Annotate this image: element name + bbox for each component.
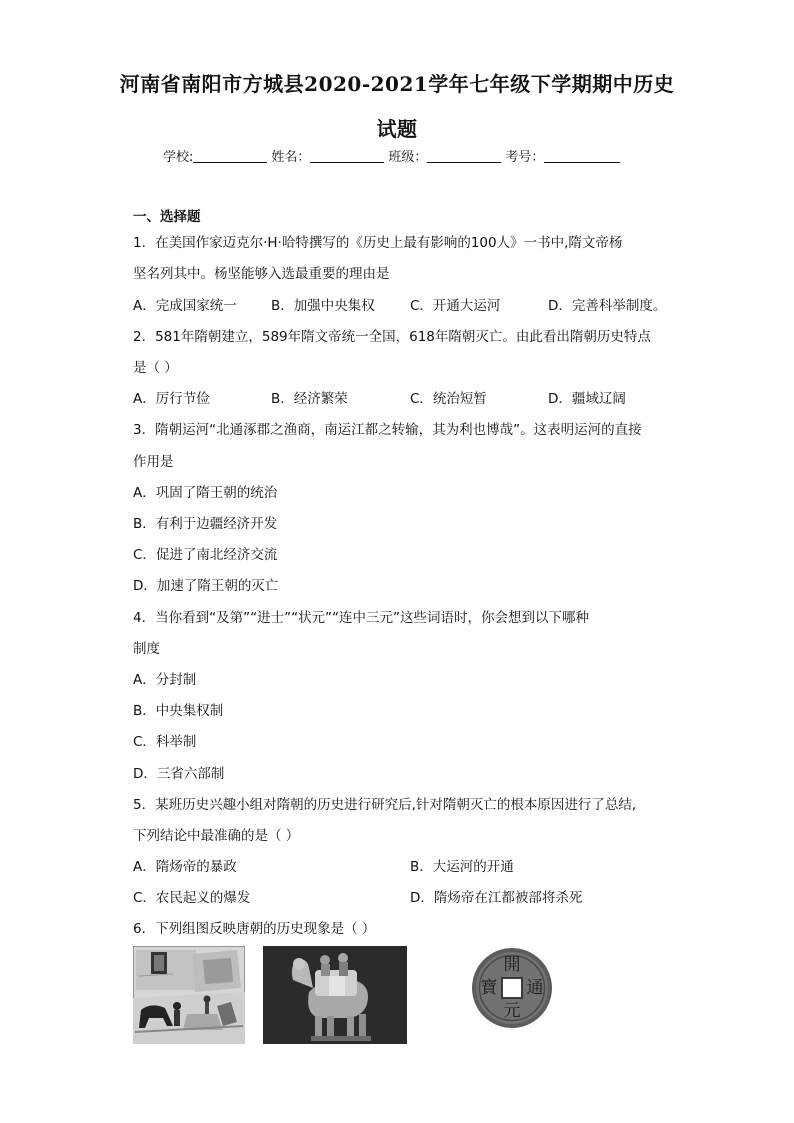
question-2-option-b[interactable]: B．经济繁荣 [271, 391, 348, 407]
exam-title-line-2: 试题 [376, 117, 418, 141]
question-3-line-1: 3．隋朝运河“北通涿郡之渔商，南运江都之转输，其为利也博哉”。这表明运河的直接 [133, 422, 642, 438]
exam-no-blank[interactable] [544, 148, 620, 163]
question-4-option-a[interactable]: A．分封制 [133, 672, 197, 688]
question-5-line-2: 下列结论中最准确的是（ ） [133, 828, 300, 844]
question-1-option-d[interactable]: D．完善科举制度。 [548, 298, 667, 314]
tang-camel-figurine-image [263, 946, 407, 1044]
question-5-line-1: 5．某班历史兴趣小组对隋朝的历史进行研究后,针对隋朝灭亡的根本原因进行了总结, [133, 797, 637, 813]
question-2-option-c[interactable]: C．统治短暂 [410, 391, 487, 407]
school-label: 学校: [163, 150, 194, 165]
section-title: 一、选择题 [133, 209, 201, 225]
question-1-line-1: 1．在美国作家迈克尔·H·哈特撰写的《历史上最有影响的100人》一书中,隋文帝杨 [133, 235, 623, 251]
question-2-option-a[interactable]: A．厉行节俭 [133, 391, 210, 407]
question-3-line-2: 作用是 [133, 454, 174, 470]
student-info-row [163, 146, 624, 165]
question-4-option-d[interactable]: D．三省六部制 [133, 766, 225, 782]
question-4-line-2: 制度 [133, 641, 160, 657]
question-5-option-d[interactable]: D．隋炀帝在江都被部将杀死 [410, 890, 583, 906]
exam-title-line-1: 河南省南阳市方城县2020-2021学年七年级下学期期中历史 [119, 72, 675, 96]
question-1-line-2: 坚名列其中。杨坚能够入选最重要的理由是 [133, 266, 390, 282]
coin-char-bottom: 元 [503, 1001, 521, 1021]
question-2-option-d[interactable]: D．疆域辽阔 [548, 391, 626, 407]
question-2-line-2: 是（ ） [133, 360, 178, 376]
name-blank[interactable] [310, 148, 384, 163]
question-2-line-1: 2．581年隋朝建立，589年隋文帝统一全国，618年隋朝灭亡。由此看出隋朝历史特点 [133, 329, 651, 345]
coin-char-right: 通 [526, 978, 544, 998]
question-4-line-1: 4．当你看到“及第”“进士”“状元”“连中三元”这些词语时，你会想到以下哪种 [133, 610, 590, 626]
question-1-option-c[interactable]: C．开通大运河 [410, 298, 501, 314]
question-4-option-c[interactable]: C．科举制 [133, 734, 197, 750]
question-3-option-b[interactable]: B．有利于边疆经济开发 [133, 516, 278, 532]
name-label: 姓名： [271, 150, 311, 165]
coin-char-left: 寶 [480, 978, 498, 998]
mural-painting-image [133, 946, 245, 1044]
kaiyuan-coin-image [470, 946, 554, 1030]
question-3-option-a[interactable]: A．巩固了隋王朝的统治 [133, 485, 278, 501]
question-5-option-c[interactable]: C．农民起义的爆发 [133, 890, 251, 906]
question-5-option-a[interactable]: A．隋炀帝的暴政 [133, 859, 237, 875]
school-blank[interactable] [193, 148, 267, 163]
mural-painting-illustration [133, 946, 245, 1044]
question-3-option-c[interactable]: C．促进了南北经济交流 [133, 547, 278, 563]
coin-char-top: 開 [503, 955, 521, 975]
question-1-option-a[interactable]: A．完成国家统一 [133, 298, 237, 314]
question-5-option-b[interactable]: B．大运河的开通 [410, 859, 514, 875]
question-3-option-d[interactable]: D．加速了隋王朝的灭亡 [133, 578, 279, 594]
question-4-option-b[interactable]: B．中央集权制 [133, 703, 224, 719]
exam-no-label: 考号： [505, 150, 545, 165]
question-6-line-1: 6．下列组图反映唐朝的历史现象是（ ） [133, 921, 376, 937]
question-1-option-b[interactable]: B．加强中央集权 [271, 298, 375, 314]
class-label: 班级： [388, 150, 428, 165]
class-blank[interactable] [427, 148, 501, 163]
tang-camel-figurine-illustration [263, 946, 407, 1044]
